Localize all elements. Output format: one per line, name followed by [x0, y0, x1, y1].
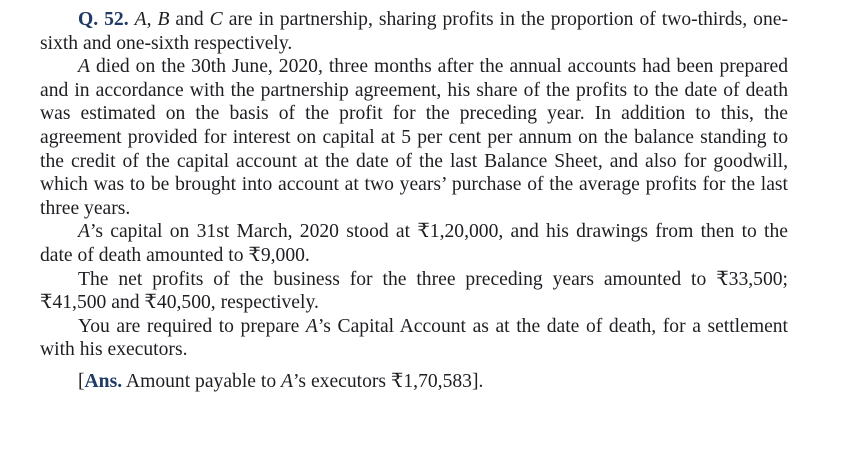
profits-text: The net profits of the business for the three preceding years amounted to ₹33,500; ₹41,500 and ₹40,500, respectively.	[40, 268, 788, 314]
capital-paragraph	[40, 220, 788, 267]
answer-amount-text: ’s executors ₹1,70,583].	[292, 370, 484, 392]
profit-sharing-text: are in partnership, sharing profits in the proportion of two-thirds, one-sixth and one-sixth respectively.	[40, 9, 788, 54]
capital-text: ’s capital on 31st March, 2020 stood at ₹1,20,000, and his drawings from then to the date of death amounted to ₹9,000.	[40, 221, 788, 266]
partner-a-name: A	[134, 9, 147, 30]
death-terms-text: died on the 30th June, 2020, three months after the annual accounts had been prepared and in accordance with the partnership agreement, his share of the profits to the date of death was estimated on the basis of the profit for the preceding year. In addition to this, the agreement provided for interest on capital at 5 per cent per annum on the balance standing to the credit of the capital account at the date of the last Balance Sheet, and also for goodwill, which was to be brought into account at two years’ purchase of the average profits for the last three years.	[40, 56, 788, 219]
partner-a-name: A	[305, 315, 318, 337]
partner-c-name: C	[209, 9, 223, 30]
requirement-text: ’s Capital Account as at the date of death, for a settlement with his executors.	[40, 315, 789, 361]
death-terms-paragraph	[40, 55, 788, 220]
partner-b-name: B	[157, 9, 170, 30]
partner-a-name: A	[281, 370, 293, 392]
answer-label: Ans.	[84, 370, 123, 392]
answer-line: [Ans. Amount payable to A’s executors ₹1,70,583].	[78, 370, 484, 392]
question-page	[40, 8, 788, 394]
profits-paragraph	[40, 268, 788, 315]
requirement-paragraph: You are required to prepare A’s Capital Account as at the date of death, for a settlement with his executors.	[40, 315, 789, 361]
question-number: Q. 52.	[78, 9, 129, 30]
partner-a-name: A	[78, 56, 90, 78]
partner-a-name: A	[78, 221, 90, 243]
question-intro-paragraph: Q. 52. A, B and C are in partnership, sharing profits in the proportion of two-thirds, one-sixth and one-sixth respectively.	[40, 9, 788, 54]
